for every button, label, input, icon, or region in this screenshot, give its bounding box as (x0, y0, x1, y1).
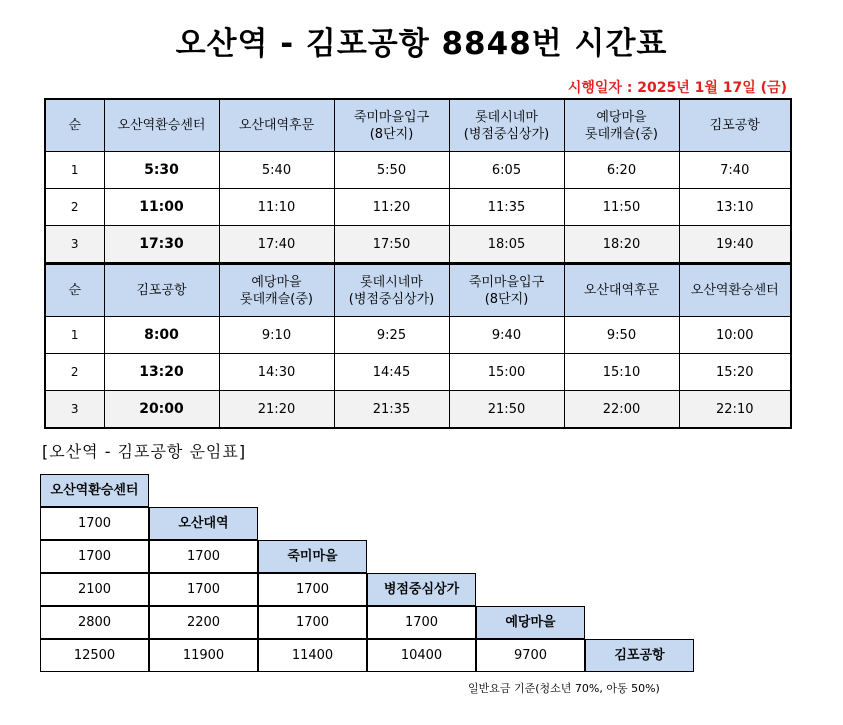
departure-time: 6:20 (564, 152, 679, 189)
departure-time: 9:10 (219, 317, 334, 354)
fare-station-label: 죽미마을 (258, 540, 367, 573)
departure-time: 11:20 (334, 189, 449, 226)
fare-station-label: 병점중심상가 (367, 573, 476, 606)
outbound-header-cell: 순 (45, 99, 104, 152)
fare-station-label: 예당마을 (476, 606, 585, 639)
fare-table-title: [오산역 - 김포공항 운임표] (42, 442, 247, 461)
departure-time: 6:05 (449, 152, 564, 189)
outbound-header-row (45, 99, 791, 152)
departure-time: 22:00 (564, 391, 679, 429)
inbound-row (45, 391, 791, 429)
outbound-header-cell: 김포공항 (679, 99, 791, 152)
departure-time: 9:25 (334, 317, 449, 354)
page-title: 오산역 - 김포공항 8848번 시간표 (175, 26, 668, 62)
outbound-row (45, 226, 791, 264)
inbound-header-cell: 오산대역후문 (564, 264, 679, 317)
departure-time: 19:40 (679, 226, 791, 264)
departure-time: 15:20 (679, 354, 791, 391)
departure-time: 5:30 (104, 152, 219, 189)
departure-time: 10:00 (679, 317, 791, 354)
trip-number: 3 (45, 391, 104, 429)
trip-number: 2 (45, 189, 104, 226)
effective-date: 시행일자 : 2025년 1월 17일 (금) (567, 80, 787, 96)
departure-time: 14:30 (219, 354, 334, 391)
outbound-header-cell: 예당마을 롯데캐슬(중) (564, 99, 679, 152)
trip-number: 1 (45, 152, 104, 189)
trip-number: 3 (45, 226, 104, 264)
fare-amount: 2800 (40, 606, 149, 639)
outbound-header-cell: 죽미마을입구 (8단지) (334, 99, 449, 152)
departure-time: 5:50 (334, 152, 449, 189)
departure-time: 17:50 (334, 226, 449, 264)
trip-number: 2 (45, 354, 104, 391)
departure-time: 13:20 (104, 354, 219, 391)
fare-amount: 11400 (258, 639, 367, 672)
departure-time: 18:20 (564, 226, 679, 264)
departure-time: 18:05 (449, 226, 564, 264)
departure-time: 11:35 (449, 189, 564, 226)
fare-amount: 12500 (40, 639, 149, 672)
inbound-header-cell: 순 (45, 264, 104, 317)
fare-station-label: 오산역환승센터 (40, 474, 149, 507)
fare-amount: 11900 (149, 639, 258, 672)
fare-station-label: 김포공항 (585, 639, 694, 672)
inbound-header-cell: 오산역환승센터 (679, 264, 791, 317)
inbound-header-cell: 예당마을 롯데캐슬(중) (219, 264, 334, 317)
departure-time: 11:00 (104, 189, 219, 226)
fare-amount: 10400 (367, 639, 476, 672)
fare-amount: 1700 (149, 573, 258, 606)
inbound-row (45, 354, 791, 391)
fare-amount: 9700 (476, 639, 585, 672)
departure-time: 9:40 (449, 317, 564, 354)
departure-time: 11:50 (564, 189, 679, 226)
outbound-header-cell: 롯데시네마 (병점중심상가) (449, 99, 564, 152)
departure-time: 21:50 (449, 391, 564, 429)
departure-time: 7:40 (679, 152, 791, 189)
departure-time: 21:35 (334, 391, 449, 429)
fare-amount: 1700 (40, 507, 149, 540)
departure-time: 15:10 (564, 354, 679, 391)
fare-note: 일반요금 기준(청소년 70%, 아동 50%) (468, 682, 660, 695)
outbound-row (45, 152, 791, 189)
departure-time: 8:00 (104, 317, 219, 354)
departure-time: 22:10 (679, 391, 791, 429)
departure-time: 11:10 (219, 189, 334, 226)
departure-time: 5:40 (219, 152, 334, 189)
inbound-row (45, 317, 791, 354)
timetable (44, 98, 792, 429)
departure-time: 21:20 (219, 391, 334, 429)
fare-amount: 1700 (258, 606, 367, 639)
fare-station-label: 오산대역 (149, 507, 258, 540)
trip-number: 1 (45, 317, 104, 354)
departure-time: 20:00 (104, 391, 219, 429)
departure-time: 17:40 (219, 226, 334, 264)
departure-time: 9:50 (564, 317, 679, 354)
fare-amount: 2100 (40, 573, 149, 606)
departure-time: 15:00 (449, 354, 564, 391)
fare-amount: 1700 (40, 540, 149, 573)
outbound-header-cell: 오산대역후문 (219, 99, 334, 152)
inbound-header-cell: 죽미마을입구 (8단지) (449, 264, 564, 317)
departure-time: 14:45 (334, 354, 449, 391)
fare-amount: 1700 (258, 573, 367, 606)
inbound-header-row (45, 264, 791, 317)
departure-time: 17:30 (104, 226, 219, 264)
fare-amount: 1700 (149, 540, 258, 573)
fare-amount: 2200 (149, 606, 258, 639)
departure-time: 13:10 (679, 189, 791, 226)
inbound-header-cell: 롯데시네마 (병점중심상가) (334, 264, 449, 317)
fare-amount: 1700 (367, 606, 476, 639)
inbound-header-cell: 김포공항 (104, 264, 219, 317)
outbound-header-cell: 오산역환승센터 (104, 99, 219, 152)
outbound-row (45, 189, 791, 226)
